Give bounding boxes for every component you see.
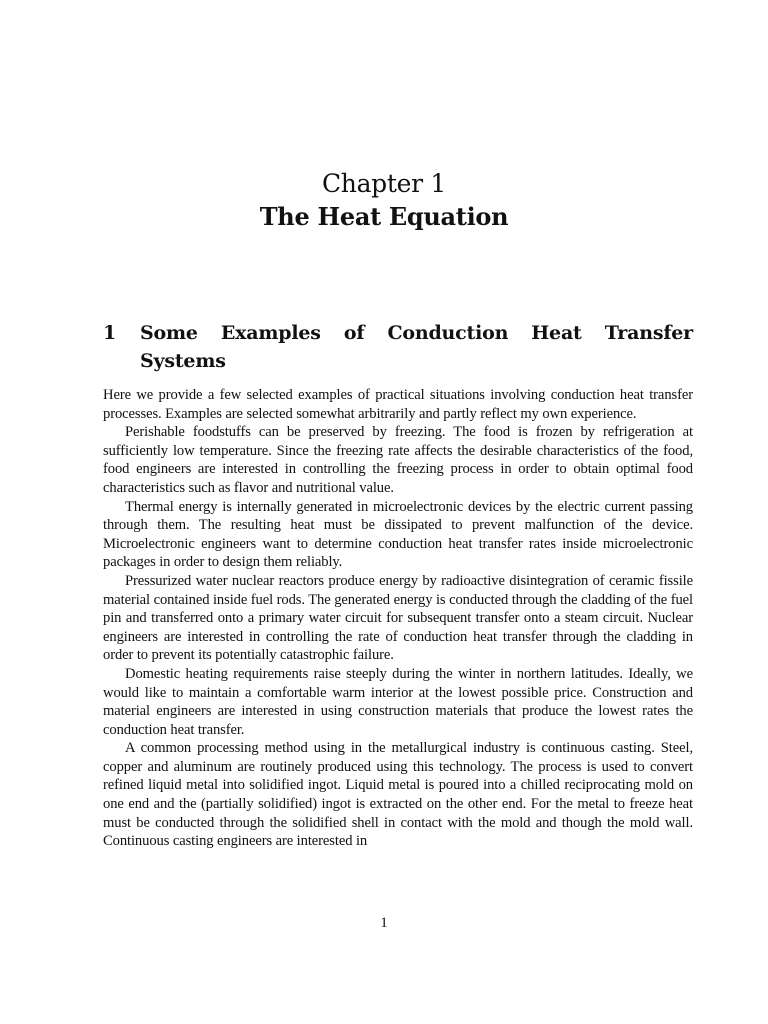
paragraph-domestic-heating: Domestic heating requirements raise steeply during the winter in northern latitudes. Ideally, we would like to maintain a comfortable warm interior at the lowest possible price. Construction and material engineers are interested in using construction materials that produce the lowest rates the conduction heat transfer. <box>103 665 693 738</box>
section-heading <box>103 319 693 375</box>
paragraph-intro: Here we provide a few selected examples of practical situations involving conduction heat transfer processes. Examples are selected somewhat arbitrarily and partly reflect my own experience. <box>103 387 693 422</box>
section-number: 1 <box>103 322 117 344</box>
paragraph-microelectronics: Thermal energy is internally generated in microelectronic devices by the electric current passing through them. The resulting heat must be dissipated to prevent malfunction of the device. Microelectronic engineers want to determine conduction heat transfer rates inside microelectronic packages in order to design them reliably. <box>103 498 693 571</box>
chapter-title: The Heat Equation <box>259 202 509 231</box>
paragraph-continuous-casting: A common processing method using in the metallurgical industry is continuous casting. Steel, copper and aluminum are routinely produced using this technology. The process is used to convert refined liquid metal into solidified ingot. Liquid metal is poured into a chilled reciprocating mold on one end and the (partially solidified) ingot is extracted on the other end. For the metal to freeze heat must be conducted through the solidified shell in contact with the mold and though the mold wall. Continuous casting engineers are interested in <box>103 740 693 850</box>
paragraph-food-freezing: Perishable foodstuffs can be preserved by freezing. The food is frozen by refrigeration at sufficiently low temperature. Since the freezing rate affects the desirable characteristics of the food, food engineers are interested in controlling the freezing process in order to obtain optimal food characteristics such as flavor and nutritional value. <box>103 424 693 496</box>
section-title: Some Examples of Conduction Heat Transfer Systems <box>140 322 693 372</box>
body-text <box>103 386 693 851</box>
chapter-label: Chapter 1 <box>321 169 447 198</box>
paragraph-nuclear-reactors: Pressurized water nuclear reactors produce energy by radioactive disintegration of ceramic fissile material contained inside fuel rods. The generated energy is conducted through the cladding of the fuel pin and transferred onto a primary water circuit for subsequent transfer onto a steam circuit. Nuclear engineers are interested in controlling the rate of conduction heat transfer through the cladding in order to prevent its potentially catastrophic failure. <box>103 572 693 664</box>
page-number: 1 <box>380 915 388 931</box>
